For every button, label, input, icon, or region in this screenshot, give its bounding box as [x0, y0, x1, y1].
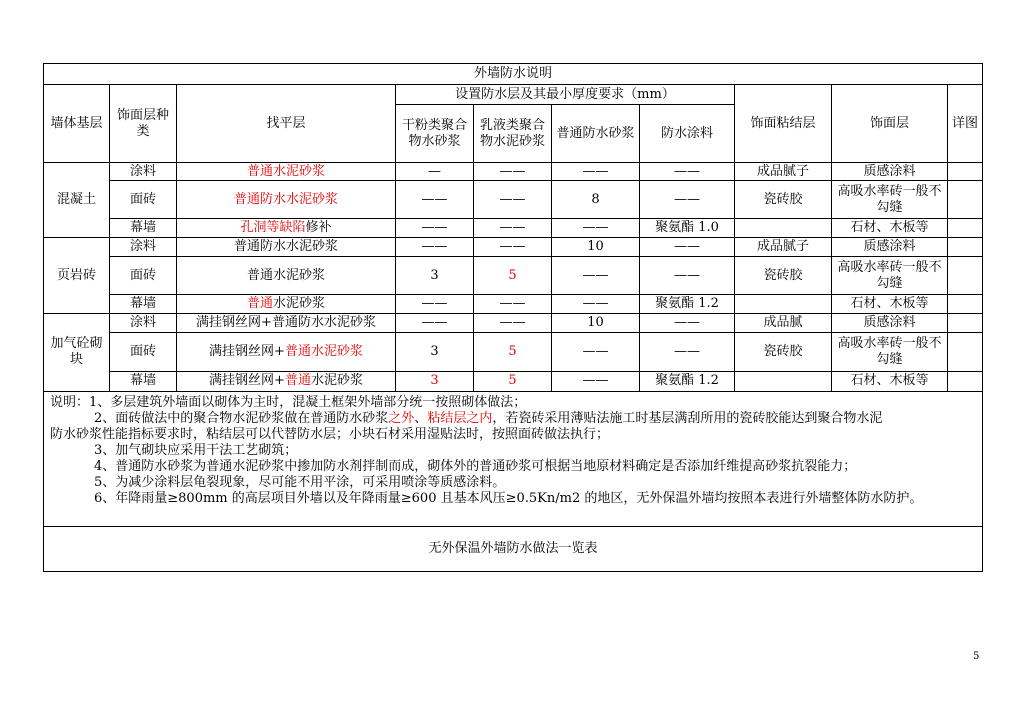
emulsion-cell: ——	[474, 219, 552, 238]
text-segment: 普通防水水泥砂浆	[233, 239, 338, 255]
coating-cell: 聚氨酯 1.2	[640, 371, 735, 391]
detail-cell	[948, 181, 983, 219]
leveling-cell	[177, 163, 396, 181]
finish-type-cell: 幕墙	[110, 219, 177, 238]
emulsion-cell: ——	[474, 314, 552, 333]
dry-mix-cell: ——	[396, 219, 474, 238]
text-segment: 孔洞等缺陷	[240, 220, 306, 236]
notes-section	[44, 391, 983, 526]
table-row	[44, 181, 983, 219]
waterproof-table	[43, 63, 983, 572]
note-line	[50, 491, 976, 507]
dry-mix-cell: 3	[396, 257, 474, 295]
note-line	[50, 395, 976, 411]
text-segment: 6、年降雨量≥800mm 的高层项目外墙以及年降雨量≥600 且基本风压≥0.5Kn/m2 的地区，无外保温外墙均按照本表进行外墙整体防水防护。	[94, 490, 923, 506]
note-line	[50, 427, 976, 443]
leveling-cell	[177, 295, 396, 314]
bond-layer-cell: 成品腻子	[735, 238, 832, 257]
finish-layer-cell: 质感涂料	[832, 314, 948, 333]
text-segment: 普通	[284, 373, 311, 389]
detail-cell	[948, 163, 983, 181]
text-segment: 满挂钢丝网+	[209, 373, 285, 389]
detail-cell	[948, 238, 983, 257]
wall-base-cell: 混凝土	[44, 163, 110, 238]
coating-cell: ——	[640, 181, 735, 219]
header-bond-layer: 饰面粘结层	[735, 85, 832, 163]
coating-cell: ——	[640, 333, 735, 371]
header-detail: 详图	[948, 85, 983, 163]
ordinary-mortar-cell: ——	[552, 371, 640, 391]
finish-layer-cell: 高吸水率砖一般不勾缝	[832, 257, 948, 295]
table-row	[44, 371, 983, 391]
dry-mix-cell: —	[396, 163, 474, 181]
coating-cell: ——	[640, 163, 735, 181]
text-segment: 5、为减少涂料层龟裂现象，尽可能不用平涂，可采用喷涂等质感涂料。	[94, 474, 506, 490]
note-line	[50, 459, 976, 475]
detail-cell	[948, 333, 983, 371]
text-segment: ，若瓷砖采用薄贴法施工时基层满刮所用的瓷砖胶能达到聚合物水泥	[492, 410, 883, 426]
header-emulsion: 乳液类聚合物水泥砂浆	[474, 105, 552, 163]
coating-cell: 聚氨酯 1.2	[640, 295, 735, 314]
header-waterproof-group: 设置防水层及其最小厚度要求（mm）	[396, 85, 735, 105]
bond-layer-cell	[735, 219, 832, 238]
coating-cell: ——	[640, 238, 735, 257]
leveling-cell	[177, 371, 396, 391]
emulsion-cell: ——	[474, 238, 552, 257]
header-ordinary-mortar: 普通防水砂浆	[552, 105, 640, 163]
text-segment: 满挂钢丝网+普通防水水泥砂浆	[196, 315, 376, 331]
note-line	[50, 411, 976, 427]
wall-base-cell: 页岩砖	[44, 238, 110, 314]
detail-cell	[948, 257, 983, 295]
text-segment: 普通水泥砂浆	[284, 343, 363, 359]
finish-layer-cell: 高吸水率砖一般不勾缝	[832, 181, 948, 219]
header-dry-mix: 干粉类聚合物水砂浆	[396, 105, 474, 163]
finish-type-cell: 幕墙	[110, 371, 177, 391]
leveling-cell	[177, 257, 396, 295]
dry-mix-cell: 3	[396, 371, 474, 391]
wall-base-cell: 加气砼砌块	[44, 314, 110, 391]
dry-mix-cell: ——	[396, 295, 474, 314]
ordinary-mortar-cell: 8	[552, 181, 640, 219]
bond-layer-cell	[735, 371, 832, 391]
header-wall-base: 墙体基层	[44, 85, 110, 163]
dry-mix-cell: ——	[396, 181, 474, 219]
table-caption: 无外保温外墙防水做法一览表	[44, 526, 983, 571]
coating-cell: ——	[640, 257, 735, 295]
table-row	[44, 163, 983, 181]
ordinary-mortar-cell: ——	[552, 163, 640, 181]
leveling-cell	[177, 333, 396, 371]
bond-layer-cell: 瓷砖胶	[735, 181, 832, 219]
finish-layer-cell: 质感涂料	[832, 163, 948, 181]
table-row	[44, 295, 983, 314]
emulsion-cell: ——	[474, 163, 552, 181]
note-line	[50, 443, 976, 459]
leveling-cell	[177, 181, 396, 219]
bond-layer-cell: 瓷砖胶	[735, 257, 832, 295]
ordinary-mortar-cell: ——	[552, 295, 640, 314]
finish-type-cell: 面砖	[110, 257, 177, 295]
text-segment: 水泥砂浆	[310, 373, 363, 389]
ordinary-mortar-cell: ——	[552, 257, 640, 295]
text-segment: 粘结层之内	[427, 410, 493, 426]
finish-type-cell: 面砖	[110, 181, 177, 219]
bond-layer-cell: 成品腻子	[735, 163, 832, 181]
text-segment: 水泥砂浆	[273, 296, 326, 312]
finish-layer-cell: 石材、木板等	[832, 219, 948, 238]
text-segment: 之外	[388, 410, 415, 426]
table-row	[44, 333, 983, 371]
coating-cell: 聚氨酯 1.0	[640, 219, 735, 238]
dry-mix-cell: 3	[396, 333, 474, 371]
emulsion-cell: 5	[474, 371, 552, 391]
text-segment: 2、面砖做法中的聚合物水泥砂浆做在普通防水砂浆	[94, 410, 389, 426]
finish-layer-cell: 质感涂料	[832, 238, 948, 257]
leveling-cell	[177, 219, 396, 238]
ordinary-mortar-cell: 10	[552, 238, 640, 257]
text-segment: 说明：1、多层建筑外墙面以砌体为主时，混凝土框架外墙部分统一按照砌体做法；	[50, 394, 527, 410]
emulsion-cell: ——	[474, 295, 552, 314]
finish-layer-cell: 石材、木板等	[832, 371, 948, 391]
note-line	[50, 475, 976, 491]
finish-type-cell: 面砖	[110, 333, 177, 371]
finish-type-cell: 涂料	[110, 314, 177, 333]
finish-type-cell: 幕墙	[110, 295, 177, 314]
text-segment: 普通水泥砂浆	[246, 267, 325, 283]
table-row	[44, 257, 983, 295]
detail-cell	[948, 295, 983, 314]
table-row	[44, 219, 983, 238]
table-row	[44, 314, 983, 333]
header-leveling: 找平层	[177, 85, 396, 163]
header-finish-layer: 饰面层	[832, 85, 948, 163]
bond-layer-cell: 瓷砖胶	[735, 333, 832, 371]
text-segment: 、	[414, 410, 428, 426]
text-segment: 防水砂浆性能指标要求时，粘结层可以代替防水层；小块石材采用湿贴法时，按照面砖做法执行；	[50, 426, 610, 442]
dry-mix-cell: ——	[396, 238, 474, 257]
text-segment: 3、加气砌块应采用干法工艺砌筑；	[94, 442, 298, 458]
page-number: 5	[973, 651, 980, 662]
text-segment: 修补	[305, 220, 332, 236]
header-coating: 防水涂料	[640, 105, 735, 163]
detail-cell	[948, 314, 983, 333]
ordinary-mortar-cell: ——	[552, 219, 640, 238]
header-finish-type: 饰面层种类	[110, 85, 177, 163]
bond-layer-cell: 成品腻	[735, 314, 832, 333]
dry-mix-cell: ——	[396, 314, 474, 333]
finish-type-cell: 涂料	[110, 238, 177, 257]
emulsion-cell: ——	[474, 181, 552, 219]
detail-cell	[948, 219, 983, 238]
emulsion-cell: 5	[474, 333, 552, 371]
finish-layer-cell: 石材、木板等	[832, 295, 948, 314]
text-segment: 满挂钢丝网+	[209, 343, 285, 359]
text-segment: 普通水泥砂浆	[246, 163, 325, 179]
document-title: 外墙防水说明	[44, 64, 983, 85]
finish-layer-cell: 高吸水率砖一般不勾缝	[832, 333, 948, 371]
leveling-cell	[177, 314, 396, 333]
ordinary-mortar-cell: ——	[552, 333, 640, 371]
text-segment: 普通防水水泥砂浆	[233, 191, 338, 207]
emulsion-cell: 5	[474, 257, 552, 295]
detail-cell	[948, 371, 983, 391]
leveling-cell	[177, 238, 396, 257]
bond-layer-cell	[735, 295, 832, 314]
table-row	[44, 238, 983, 257]
text-segment: 4、普通防水砂浆为普通水泥砂浆中掺加防水剂拌制而成，砌体外的普通砂浆可根据当地原材料确定是否添加纤维提高砂浆抗裂能力；	[94, 458, 857, 474]
ordinary-mortar-cell: 10	[552, 314, 640, 333]
text-segment: 普通	[246, 296, 273, 312]
coating-cell: ——	[640, 314, 735, 333]
finish-type-cell: 涂料	[110, 163, 177, 181]
